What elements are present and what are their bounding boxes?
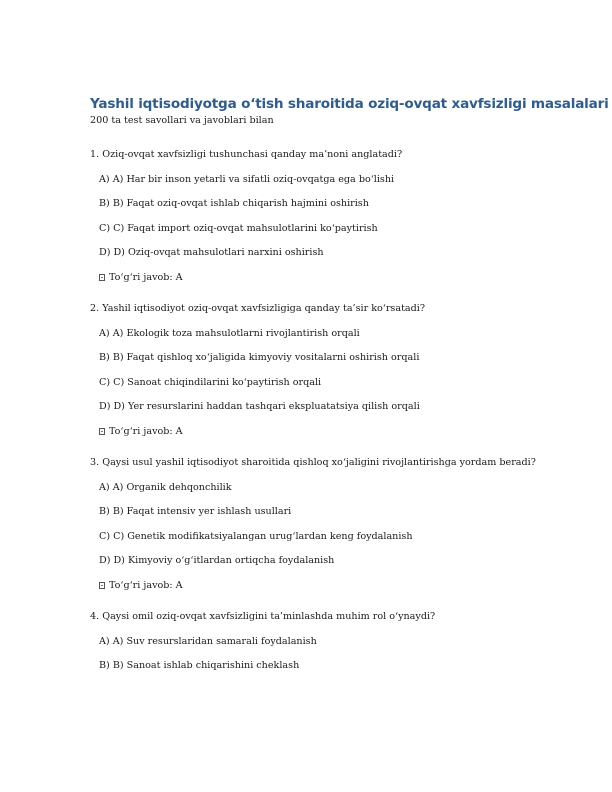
question-list [90, 149, 536, 672]
correct-answer [99, 272, 530, 284]
answer-option: B) B) Faqat oziq-ovqat ishlab chiqarish hajmini oshirish [99, 198, 369, 210]
answer-option: A) A) Ekologik toza mahsulotlarni rivojlantirish orqali [99, 327, 360, 339]
correct-answer-text: To‘g‘ri javob: A [109, 425, 183, 437]
answer-option: A) A) Suv resurslaridan samarali foydalanish [99, 635, 317, 647]
correct-answer-text: To‘g‘ri javob: A [109, 271, 183, 283]
correct-answer [99, 580, 530, 592]
document-title: Yashil iqtisodiyotga o‘tish sharoitida oziq-ovqat xavfsizligi masalalari [90, 96, 609, 112]
answer-option: A) A) Organik dehqonchilik [99, 481, 232, 493]
answer-option: D) D) Oziq-ovqat mahsulotlari narxini oshirish [99, 247, 324, 259]
answer-option: C) C) Faqat import oziq-ovqat mahsulotlarini ko‘paytirish [99, 222, 378, 234]
answer-option: B) B) Faqat qishloq xo‘jaligida kimyoviy vositalarni oshirish orqali [99, 352, 420, 364]
answer-option: B) B) Faqat intensiv yer ishlash usullari [99, 506, 292, 518]
placeholder-box-icon [99, 428, 105, 435]
answer-option: D) D) Kimyoviy o‘g‘itlardan ortiqcha foydalanish [99, 555, 335, 567]
question-text: 1. Oziq-ovqat xavfsizligi tushunchasi qanday ma’noni anglatadi? [90, 149, 403, 160]
answer-option: A) A) Har bir inson yetarli va sifatli oziq-ovqatga ega bo‘lishi [99, 173, 395, 185]
correct-answer-text: To‘g‘ri javob: A [109, 579, 183, 591]
question-text: 4. Qaysi omil oziq-ovqat xavfsizligini ta’minlashda muhim rol o‘ynaydi? [90, 610, 436, 622]
answer-option: C) C) Genetik modifikatsiyalangan urug‘lardan keng foydalanish [99, 530, 413, 542]
answer-option: D) D) Yer resurslarini haddan tashqari ekspluatatsiya qilish orqali [99, 401, 420, 413]
question-item [90, 303, 530, 438]
question-text: 3. Qaysi usul yashil iqtisodiyot sharoitida qishloq xo‘jaligini rivojlantirishga yordam beradi? [90, 456, 536, 468]
document-page [90, 96, 609, 691]
answer-option: C) C) Sanoat chiqindilarini ko‘paytirish orqali [99, 376, 322, 388]
question-text: 2. Yashil iqtisodiyot oziq-ovqat xavfsizligiga qanday ta’sir ko‘rsatadi? [90, 302, 426, 314]
question-item [90, 611, 530, 672]
question-item [90, 149, 530, 284]
answer-option: B) B) Sanoat ishlab chiqarishini cheklash [99, 660, 300, 672]
correct-answer [99, 426, 530, 438]
question-item [90, 456, 536, 592]
placeholder-box-icon [99, 274, 105, 281]
document-subtitle: 200 ta test savollari va javoblari bilan [90, 115, 274, 126]
placeholder-box-icon [99, 582, 105, 589]
